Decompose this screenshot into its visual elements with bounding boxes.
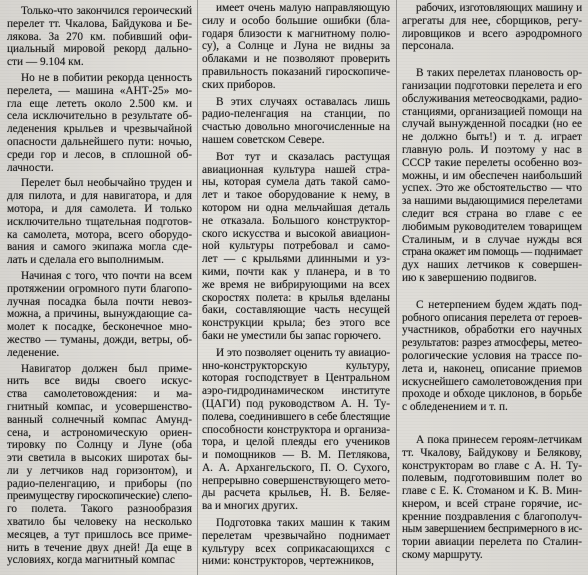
text-line: страна окажет им помощь — поднимает [402, 246, 582, 259]
text-line: гла еще лететь около 2.500 км. и [7, 97, 192, 110]
text-line: кими, почти как у планера, и в то [202, 265, 390, 278]
text-line: конструкторам во главе с А. Н. Ту- [402, 459, 582, 472]
text-line: сена, и астрономическую ориен- [7, 426, 192, 439]
text-line: годаря близости к магнитному полю- [202, 27, 390, 40]
text-line: лета и, наконец, описание приемов [402, 362, 582, 375]
text-line: Вот тут и сказалась растущая [216, 150, 390, 163]
text-line: го полета. Такого разнообразия [7, 503, 192, 516]
text-line: авиационная культура нашей стра- [202, 163, 390, 176]
text-line: ным завершением беспримерного в ис- [402, 523, 582, 536]
text-line: тт. Чкалову, Байдукову и Белякову, [402, 446, 582, 459]
text-line: персонала. [402, 40, 455, 53]
text-line: рабочих, изготовляющих машину и [416, 2, 582, 14]
text-line: нить все виды своего искус- [7, 375, 192, 388]
text-line: протяжении огромного пути благопо- [7, 282, 192, 295]
text-line: ских приборов. [202, 78, 276, 91]
text-line: Начиная с того, что почти на всем [21, 269, 192, 282]
text-line: баки, составляющие часть несущей [202, 304, 390, 317]
text-line: проходе и обходе циклонов, в борьбе [402, 388, 582, 401]
text-line: вания и самого экипажа могла сде- [7, 241, 192, 254]
text-line: тории авиации перелета по Сталин- [402, 536, 582, 549]
text-line: культуру всех соприкасающихся с [202, 542, 390, 555]
text-line: нно-конструкторскую культуру, [202, 359, 390, 372]
text-line: су), а Солнце и Луна не видны за [202, 40, 390, 53]
paragraph [7, 177, 192, 267]
column-3 [402, 0, 582, 562]
text-line: циальный мировой рекорд дально- [7, 43, 192, 56]
text-line: имеет очень малую направляющую [216, 2, 390, 14]
text-line: (ЦАГИ) под руководством А. Н. Ту- [202, 397, 390, 410]
text-line: облаками и не позволяют проверить [202, 53, 390, 66]
text-line: лать и сделала его выполнимым. [7, 254, 164, 267]
text-line: скому маршруту. [402, 549, 483, 562]
text-line: А. А. Архангельского, П. О. Сухого, [202, 461, 390, 474]
text-line: тора, и целой плеяды его учеников [202, 436, 390, 449]
text-line: которая господствует в Центральном [202, 372, 390, 385]
paragraph [402, 67, 582, 285]
column-2 [202, 0, 390, 568]
text-line: агрегаты для нее, сборщиков, регу- [402, 14, 582, 27]
text-line: ними: конструкторов, чертежников, [202, 555, 374, 568]
text-line: конструкции крыла; без этого все [202, 317, 390, 330]
text-line: главную роль. И поэтому у нас в [402, 143, 582, 156]
text-line: ка самолета, мотора, всего оборудо- [7, 228, 192, 241]
text-line: ды расчета крыльев, Н. В. Беляе- [202, 487, 390, 500]
text-line: Подготовка таких машин к таким [216, 517, 390, 530]
text-line: Перелет был необычайно труден и [21, 177, 192, 190]
text-line: счастью довольно многочисленные на [202, 121, 390, 134]
text-line: Навигатор должен был приме- [21, 362, 192, 375]
text-line: котором ни одна мельчайшая деталь [202, 201, 390, 214]
text-line: перелет тт. Чкалова, Байдукова и Бе- [7, 17, 192, 30]
text-line: дух наших летчиков к совершен- [402, 259, 582, 272]
text-line: радио-пеленгация на станции, по [202, 108, 390, 121]
text-line: лет и такое оборудование к нему, в [202, 189, 390, 202]
text-line: преимуществу гироскопические) слепо- [7, 490, 192, 503]
text-line: правильность показаний гироскопиче- [202, 65, 390, 78]
text-line: радио-пеленгацию, и приборы (по [7, 477, 192, 490]
text-line: полевым, подготовившим полет во [402, 472, 582, 485]
text-line: следит вся страна во главе с ее [402, 207, 582, 220]
text-line: жество — туманы, дожди, ветры, об- [7, 333, 192, 346]
text-line: опасности дальнейшего пути: ночью, [7, 135, 192, 148]
text-line: робного описания перелета от героев- [402, 311, 582, 324]
text-line: ной культуры потребовал и само- [202, 240, 390, 253]
text-line: села исключительно в результате об- [7, 110, 192, 123]
text-line: результатов: разрез атмосферы, метео- [402, 337, 582, 350]
paragraph [7, 72, 192, 174]
text-line: ли у летчиков над горизонтом), и [7, 464, 192, 477]
paragraph [202, 151, 390, 343]
text-line: обслуживания метеосводками, радио- [402, 92, 582, 105]
text-line: участников, обработки его научных [402, 324, 582, 337]
text-line: молет к посадке, бесконечное мно- [7, 321, 192, 334]
text-line: ства самолетовождения: и ма- [7, 388, 192, 401]
text-line: исключительно тщательная подготов- [7, 215, 192, 228]
text-line: лачности. [7, 161, 54, 174]
text-line: А пока принесем героям-летчикам [416, 433, 582, 446]
text-line: успех. Это же обстоятельство — что [402, 182, 582, 195]
text-line: перелета, — машина «АНТ-25» мо- [7, 84, 192, 97]
text-line: станциями, организацией помощи на [402, 105, 582, 118]
text-line: главе с Е. К. Стоманом и К. В. Мин- [402, 485, 582, 498]
text-line: рологические условия на трассе по- [402, 349, 582, 362]
text-line: не отказала. Большого конструктор- [202, 214, 390, 227]
text-line: хватило бы человеку на несколько [7, 516, 192, 529]
column-rule [396, 0, 397, 575]
text-line: любимым руководителем товарищем [402, 220, 582, 233]
paragraph [402, 299, 582, 414]
text-line: С нетерпением будем ждать под- [416, 298, 582, 311]
text-line: среди гор и лесов, в сплошной об- [7, 148, 192, 161]
text-line: можна, а причины, вынуждающие са- [7, 308, 192, 321]
text-line: же время не вибрирующими на всех [202, 278, 390, 291]
paragraph [202, 96, 390, 147]
text-line: условиях, когда магнитный компас [7, 554, 175, 567]
column-1 [7, 0, 192, 567]
paragraph [202, 517, 390, 568]
text-line: ского искусства и высокой авиацион- [202, 227, 390, 240]
text-line: гнитный компас, и усовершенство- [7, 400, 192, 413]
text-line: В этих случаях оставалась лишь [216, 95, 390, 108]
text-line: силу и особо большие ошибки (бла- [202, 14, 390, 27]
text-line: кренние поздравления с благополуч- [402, 510, 582, 523]
text-line: месяцев, а тут пришлось все приме- [7, 528, 192, 541]
text-line: тировку по Солнцу и Луне (оба [7, 439, 192, 452]
text-line: мотора, и для самолета. И только [7, 202, 192, 215]
paragraph [402, 434, 582, 562]
paragraph [7, 5, 192, 69]
paragraph [7, 270, 192, 360]
text-line: нашем советском Севере. [202, 133, 325, 146]
text-line: и помощников — В. М. Петлякова, [202, 449, 390, 462]
paragraph [7, 363, 192, 568]
text-line: лировщиков и всего аэродромного [402, 27, 582, 40]
text-line: эти светила в высоких широтах бы- [7, 452, 192, 465]
text-line: кнером, и всей стране горячие, ис- [402, 497, 582, 510]
text-line: полева, соединившего в себе блестящие [202, 410, 390, 423]
text-line: ва и многих других. [202, 500, 298, 513]
text-line: для пилота, и для навигатора, и для [7, 190, 192, 203]
paragraph [402, 2, 582, 53]
text-line: ванный солнечный компас Амунд- [7, 413, 192, 426]
text-line: СССР такие перелеты особенно воз- [402, 156, 582, 169]
text-line: перелетам чрезвычайно поднимает [202, 529, 390, 542]
text-line: аэро-гидродинамическом институте [202, 385, 390, 398]
text-line: И это позволяет оценить ту авиацио- [216, 346, 390, 359]
text-line: ганизации подготовки перелета и его [402, 79, 582, 92]
text-line: Но не в побитии рекорда ценность [21, 71, 192, 84]
text-line: баки не уместили бы запас горючего. [202, 329, 382, 342]
text-line: искуснейшего самолетовождения при [402, 375, 582, 388]
text-line: леденение. [7, 346, 60, 359]
text-line: можны, и им обеспечен наибольший [402, 169, 582, 182]
text-line: сти — 9.104 км. [7, 56, 84, 69]
text-line: ию к завершению подвигов. [402, 271, 537, 284]
paragraph [202, 2, 390, 92]
text-line: за нашими выдающимися перелетами [402, 195, 582, 208]
text-line: лякова. За 270 км. побивший офи- [7, 30, 192, 43]
text-line: способности конструктора и организа- [202, 423, 390, 436]
text-line: нить в течение двух дней! Да еще в [7, 541, 192, 554]
text-line: Только-что закончился героический [21, 5, 192, 17]
column-rule [197, 0, 198, 575]
text-line: В таких перелетах плановость ор- [416, 67, 582, 80]
paragraph [202, 347, 390, 513]
text-line: не должно быть!) и т. д. играет [402, 131, 582, 144]
text-line: лет — с крыльями длинными и уз- [202, 253, 390, 266]
text-line: случай вынужденной посадки (но ее [402, 118, 582, 131]
text-line: скоростях полета: в крылья вделаны [202, 291, 390, 304]
text-line: с обледенением и т. п. [402, 401, 508, 414]
text-line: Сталиным, и в случае нужды вся [402, 233, 582, 246]
text-line: лучная посадка была почти невоз- [7, 295, 192, 308]
text-line: непрерывно совершенствующего мето- [202, 474, 390, 487]
text-line: ны, которая сумела дать такой само- [202, 176, 390, 189]
text-line: леденения крыльев и чрезвычайной [7, 123, 192, 136]
